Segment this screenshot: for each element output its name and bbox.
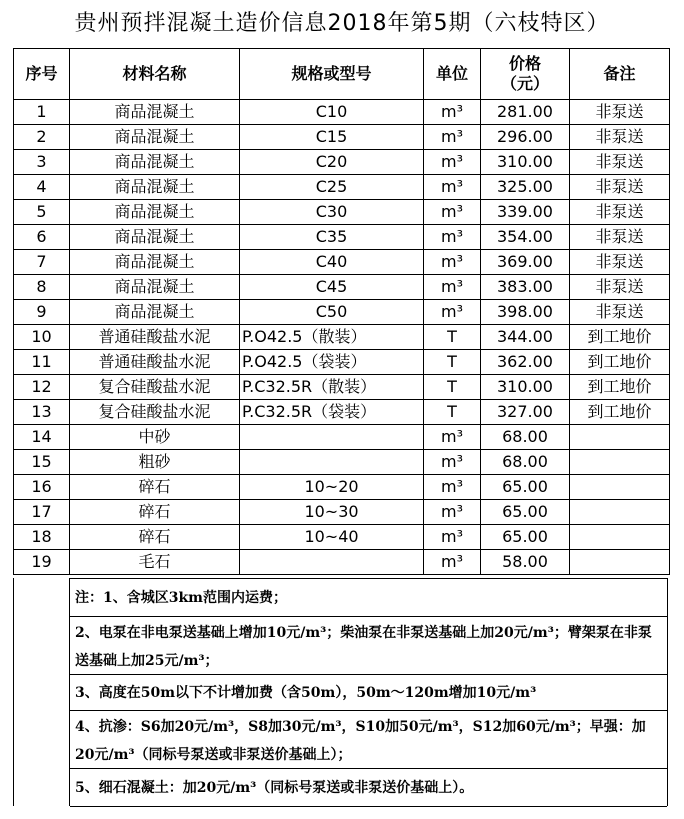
cell-material-name: 中砂 — [70, 425, 240, 450]
header-price-line2: （元） — [500, 74, 549, 93]
cell-seq: 19 — [14, 550, 70, 575]
cell-spec: C15 — [240, 125, 424, 150]
cell-price: 369.00 — [481, 250, 570, 275]
cell-seq: 8 — [14, 275, 70, 300]
cell-spec: C30 — [240, 200, 424, 225]
cell-unit: T — [424, 325, 481, 350]
cell-spec: 10~30 — [240, 500, 424, 525]
cell-price: 310.00 — [481, 375, 570, 400]
cell-price: 58.00 — [481, 550, 570, 575]
table-row — [14, 300, 670, 325]
header-name: 材料名称 — [70, 49, 240, 100]
notes-section — [69, 578, 668, 806]
cell-price: 65.00 — [481, 525, 570, 550]
cell-seq: 15 — [14, 450, 70, 475]
cell-note: 非泵送 — [570, 150, 670, 175]
cell-seq: 6 — [14, 225, 70, 250]
table-row — [14, 250, 670, 275]
cell-unit: m³ — [424, 500, 481, 525]
table-row — [14, 425, 670, 450]
cell-material-name: 碎石 — [70, 525, 240, 550]
header-row — [14, 49, 670, 100]
cell-price: 383.00 — [481, 275, 570, 300]
cell-price: 68.00 — [481, 425, 570, 450]
cell-material-name: 商品混凝土 — [70, 250, 240, 275]
cell-unit: m³ — [424, 100, 481, 125]
cell-spec: 10~40 — [240, 525, 424, 550]
cell-material-name: 商品混凝土 — [70, 300, 240, 325]
cell-unit: T — [424, 350, 481, 375]
cell-unit: m³ — [424, 525, 481, 550]
cell-material-name: 商品混凝土 — [70, 225, 240, 250]
cell-seq: 4 — [14, 175, 70, 200]
cell-spec: C40 — [240, 250, 424, 275]
cell-spec: 10~20 — [240, 475, 424, 500]
table-row — [14, 450, 670, 475]
cell-seq: 18 — [14, 525, 70, 550]
cell-note — [570, 425, 670, 450]
cell-unit: T — [424, 375, 481, 400]
cell-note: 非泵送 — [570, 100, 670, 125]
cell-unit: m³ — [424, 225, 481, 250]
cell-unit: m³ — [424, 450, 481, 475]
header-price — [481, 49, 570, 100]
cell-spec: P.C32.5R（散装） — [240, 375, 424, 400]
cell-note: 非泵送 — [570, 200, 670, 225]
cell-material-name: 毛石 — [70, 550, 240, 575]
cell-seq: 3 — [14, 150, 70, 175]
table-row — [14, 475, 670, 500]
cell-note: 到工地价 — [570, 325, 670, 350]
cell-spec: P.O42.5（散装） — [240, 325, 424, 350]
cell-seq: 9 — [14, 300, 70, 325]
cell-seq: 7 — [14, 250, 70, 275]
table-row — [14, 550, 670, 575]
cell-material-name: 普通硅酸盐水泥 — [70, 325, 240, 350]
cell-spec: C50 — [240, 300, 424, 325]
table-row — [14, 500, 670, 525]
cell-seq: 11 — [14, 350, 70, 375]
table-row — [14, 125, 670, 150]
cell-price: 398.00 — [481, 300, 570, 325]
cell-material-name: 复合硅酸盐水泥 — [70, 400, 240, 425]
cell-unit: m³ — [424, 475, 481, 500]
cell-note: 非泵送 — [570, 175, 670, 200]
table-row — [14, 350, 670, 375]
page-title: 贵州预拌混凝土造价信息2018年第5期（六枝特区） — [74, 11, 610, 36]
table-row — [14, 200, 670, 225]
cell-note: 非泵送 — [570, 125, 670, 150]
cell-unit: m³ — [424, 550, 481, 575]
cell-note: 到工地价 — [570, 375, 670, 400]
cell-note — [570, 525, 670, 550]
cell-note: 到工地价 — [570, 350, 670, 375]
cell-note — [570, 475, 670, 500]
table-row — [14, 325, 670, 350]
cell-seq: 17 — [14, 500, 70, 525]
cell-material-name: 普通硅酸盐水泥 — [70, 350, 240, 375]
header-spec: 规格或型号 — [240, 49, 424, 100]
note-2: 2、电泵在非电泵送基础上增加10元/m³；柴油泵在非泵送基础上加20元/m³；臂架泵在非泵送基础上加25元/m³； — [70, 617, 667, 675]
cell-material-name: 商品混凝土 — [70, 175, 240, 200]
cell-spec: C10 — [240, 100, 424, 125]
note-5: 5、细石混凝土：加20元/m³（同标号泵送或非泵送价基础上）。 — [70, 769, 667, 807]
cell-price: 339.00 — [481, 200, 570, 225]
cell-price: 65.00 — [481, 500, 570, 525]
cell-price: 65.00 — [481, 475, 570, 500]
table-row — [14, 525, 670, 550]
cell-unit: m³ — [424, 300, 481, 325]
price-table — [13, 48, 670, 575]
cell-price: 325.00 — [481, 175, 570, 200]
cell-unit: T — [424, 400, 481, 425]
table-row — [14, 275, 670, 300]
header-seq: 序号 — [14, 49, 70, 100]
notes-left-blank — [13, 578, 70, 806]
table-row — [14, 150, 670, 175]
cell-price: 344.00 — [481, 325, 570, 350]
header-price-line1: 价格 — [508, 54, 541, 73]
cell-seq: 1 — [14, 100, 70, 125]
cell-spec: C35 — [240, 225, 424, 250]
cell-seq: 12 — [14, 375, 70, 400]
cell-price: 354.00 — [481, 225, 570, 250]
cell-spec: C45 — [240, 275, 424, 300]
cell-spec — [240, 450, 424, 475]
header-note: 备注 — [570, 49, 670, 100]
cell-note: 非泵送 — [570, 300, 670, 325]
cell-unit: m³ — [424, 425, 481, 450]
cell-price: 296.00 — [481, 125, 570, 150]
cell-material-name: 碎石 — [70, 475, 240, 500]
table-row — [14, 175, 670, 200]
table-row — [14, 400, 670, 425]
cell-material-name: 商品混凝土 — [70, 200, 240, 225]
cell-spec — [240, 550, 424, 575]
cell-price: 362.00 — [481, 350, 570, 375]
cell-material-name: 商品混凝土 — [70, 125, 240, 150]
cell-unit: m³ — [424, 250, 481, 275]
cell-material-name: 碎石 — [70, 500, 240, 525]
cell-spec: C25 — [240, 175, 424, 200]
cell-seq: 14 — [14, 425, 70, 450]
cell-unit: m³ — [424, 275, 481, 300]
cell-spec: P.O42.5（袋装） — [240, 350, 424, 375]
cell-material-name: 商品混凝土 — [70, 275, 240, 300]
table-row — [14, 375, 670, 400]
cell-price: 327.00 — [481, 400, 570, 425]
note-3: 3、高度在50m以下不计增加费（含50m），50m～120m增加10元/m³ — [70, 675, 667, 711]
table-row — [14, 100, 670, 125]
cell-note — [570, 500, 670, 525]
cell-material-name: 粗砂 — [70, 450, 240, 475]
cell-note: 非泵送 — [570, 250, 670, 275]
cell-seq: 10 — [14, 325, 70, 350]
cell-material-name: 商品混凝土 — [70, 100, 240, 125]
cell-unit: m³ — [424, 125, 481, 150]
table-row — [14, 225, 670, 250]
cell-note: 到工地价 — [570, 400, 670, 425]
note-4: 4、抗渗：S6加20元/m³，S8加30元/m³，S10加50元/m³，S12加60元/m³；早强：加20元/m³（同标号泵送或非泵送价基础上）； — [70, 711, 667, 769]
cell-spec: P.C32.5R（袋装） — [240, 400, 424, 425]
cell-material-name: 复合硅酸盐水泥 — [70, 375, 240, 400]
cell-price: 310.00 — [481, 150, 570, 175]
cell-seq: 5 — [14, 200, 70, 225]
cell-seq: 13 — [14, 400, 70, 425]
cell-seq: 2 — [14, 125, 70, 150]
cell-spec: C20 — [240, 150, 424, 175]
cell-seq: 16 — [14, 475, 70, 500]
cell-unit: m³ — [424, 175, 481, 200]
cell-note: 非泵送 — [570, 275, 670, 300]
cell-unit: m³ — [424, 150, 481, 175]
cell-unit: m³ — [424, 200, 481, 225]
cell-spec — [240, 425, 424, 450]
cell-price: 281.00 — [481, 100, 570, 125]
cell-note: 非泵送 — [570, 225, 670, 250]
note-1: 注：1、含城区3km范围内运费； — [70, 579, 667, 617]
cell-price: 68.00 — [481, 450, 570, 475]
cell-note — [570, 450, 670, 475]
cell-material-name: 商品混凝土 — [70, 150, 240, 175]
cell-note — [570, 550, 670, 575]
header-unit: 单位 — [424, 49, 481, 100]
